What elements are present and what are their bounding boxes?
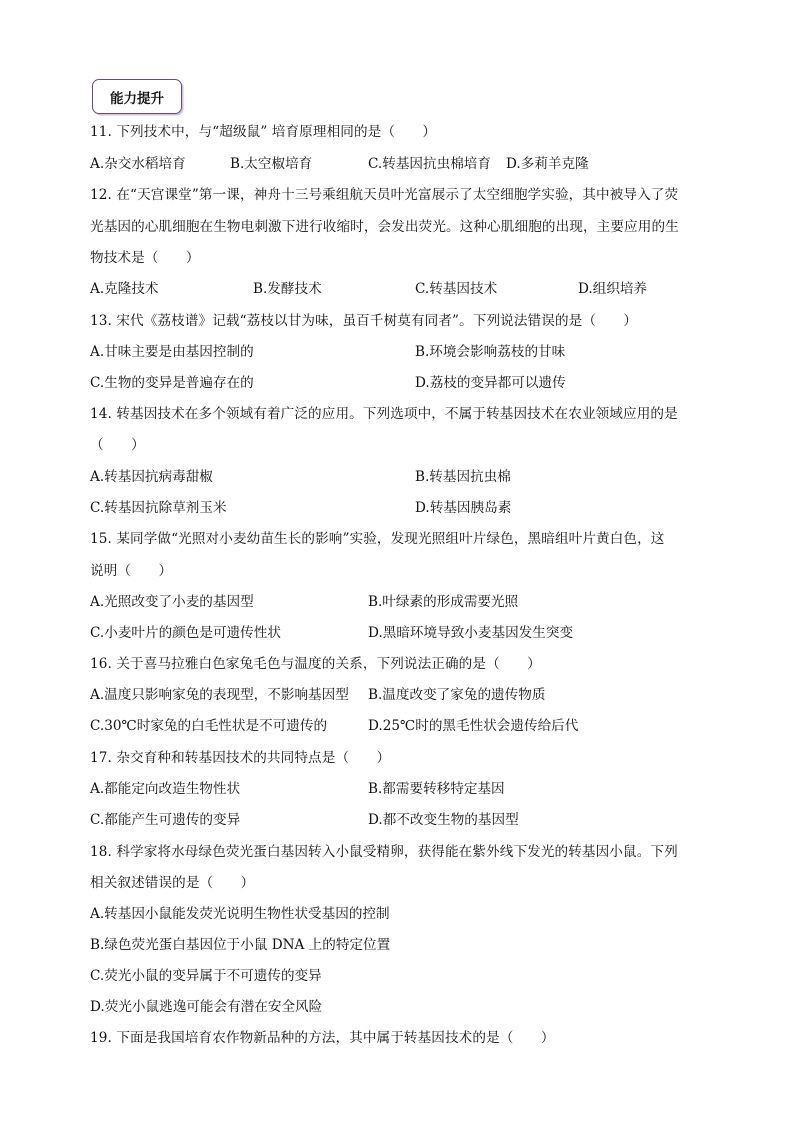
question-11-option-b: B.太空椒培育 <box>230 156 313 172</box>
question-15-option-a: A.光照改变了小麦的基因型 <box>90 594 254 610</box>
question-14-option-b: B.转基因抗虫棉 <box>415 469 511 485</box>
question-16-option-c: C.30℃时家兔的白毛性状是不可遗传的 <box>90 718 328 734</box>
question-14-option-c: C.转基因抗除草剂玉米 <box>90 500 227 516</box>
question-16-option-a: A.温度只影响家兔的表现型，不影响基因型 <box>90 687 349 703</box>
question-12-option-b: B.发酵技术 <box>253 281 322 297</box>
question-15-option-d: D.黑暗环境导致小麦基因发生突变 <box>368 625 574 641</box>
question-17-option-d: D.都不改变生物的基因型 <box>368 812 519 828</box>
question-15-option-c: C.小麦叶片的颜色是可遗传性状 <box>90 625 281 641</box>
question-18-option-c: C.荧光小鼠的变异属于不可遗传的变异 <box>90 968 322 984</box>
question-12-stem-line-1: 12. 在“天宫课堂”第一课，神舟十三号乘组航天员叶光富展示了太空细胞学实验，其中被导入了荧 <box>90 187 679 203</box>
question-14-stem-line-2: （ ） <box>90 437 145 453</box>
question-18-stem-line-1: 18. 科学家将水母绿色荧光蛋白基因转入小鼠受精卵，获得能在紫外线下发光的转基因小鼠。下列 <box>90 844 678 860</box>
question-17-option-b: B.都需要转移特定基因 <box>368 781 505 797</box>
question-12-option-c: C.转基因技术 <box>415 281 498 297</box>
question-11-stem: 11. 下列技术中，与“超级鼠” 培育原理相同的是（ ） <box>90 124 437 140</box>
question-13-option-d: D.荔枝的变异都可以遗传 <box>415 375 566 391</box>
question-15-stem-line-1: 15. 某同学做“光照对小麦幼苗生长的影响”实验，发现光照组叶片绿色，黑暗组叶片黄白色，这 <box>90 531 665 547</box>
question-12-stem-line-2: 光基因的心肌细胞在生物电刺激下进行收缩时，会发出荧光。这种心肌细胞的出现，主要应用的生 <box>90 219 679 235</box>
question-16-option-d: D.25℃时的黑毛性状会遗传给后代 <box>368 718 579 734</box>
question-15-option-b: B.叶绿素的形成需要光照 <box>368 594 519 610</box>
question-17-stem: 17. 杂交育种和转基因技术的共同特点是（ ） <box>90 750 391 766</box>
question-17-option-c: C.都能产生可遗传的变异 <box>90 812 241 828</box>
question-11-option-a: A.杂交水稻培育 <box>90 156 186 172</box>
question-11-option-c: C.转基因抗虫棉培育 <box>368 156 491 172</box>
question-16-stem: 16. 关于喜马拉雅白色家兔毛色与温度的关系，下列说法正确的是（ ） <box>90 656 541 672</box>
question-18-option-b: B.绿色荧光蛋白基因位于小鼠 DNA 上的特定位置 <box>90 937 391 953</box>
question-13-option-c: C.生物的变异是普遍存在的 <box>90 375 254 391</box>
question-14-option-a: A.转基因抗病毒甜椒 <box>90 469 213 485</box>
question-17-option-a: A.都能定向改造生物性状 <box>90 781 241 797</box>
question-19-stem: 19. 下面是我国培育农作物新品种的方法，其中属于转基因技术的是（ ） <box>90 1030 555 1046</box>
question-11-option-d: D.多莉羊克隆 <box>506 156 589 172</box>
question-13-option-a: A.甘味主要是由基因控制的 <box>90 344 254 360</box>
question-18-option-d: D.荧光小鼠逃逸可能会有潜在安全风险 <box>90 999 323 1015</box>
question-18-stem-line-2: 相关叙述错误的是（ ） <box>90 875 255 891</box>
question-16-option-b: B.温度改变了家兔的遗传物质 <box>368 687 546 703</box>
question-15-stem-line-2: 说明（ ） <box>90 563 173 579</box>
question-13-stem: 13. 宋代《荔枝谱》记载“荔枝以甘为味，虽百千树莫有同者”。下列说法错误的是（ ） <box>90 313 638 329</box>
question-12-option-d: D.组织培养 <box>578 281 648 297</box>
question-12-stem-line-3: 物技术是（ ） <box>90 250 200 266</box>
question-14-option-d: D.转基因胰岛素 <box>415 500 512 516</box>
question-13-option-b: B.环境会影响荔枝的甘味 <box>415 344 566 360</box>
question-14-stem-line-1: 14. 转基因技术在多个领域有着广泛的应用。下列选项中，不属于转基因技术在农业领域应用的是 <box>90 406 678 422</box>
question-12-option-a: A.克隆技术 <box>90 281 159 297</box>
section-label-badge: 能力提升 <box>92 79 182 114</box>
question-18-option-a: A.转基因小鼠能发荧光说明生物性状受基因的控制 <box>90 906 390 922</box>
